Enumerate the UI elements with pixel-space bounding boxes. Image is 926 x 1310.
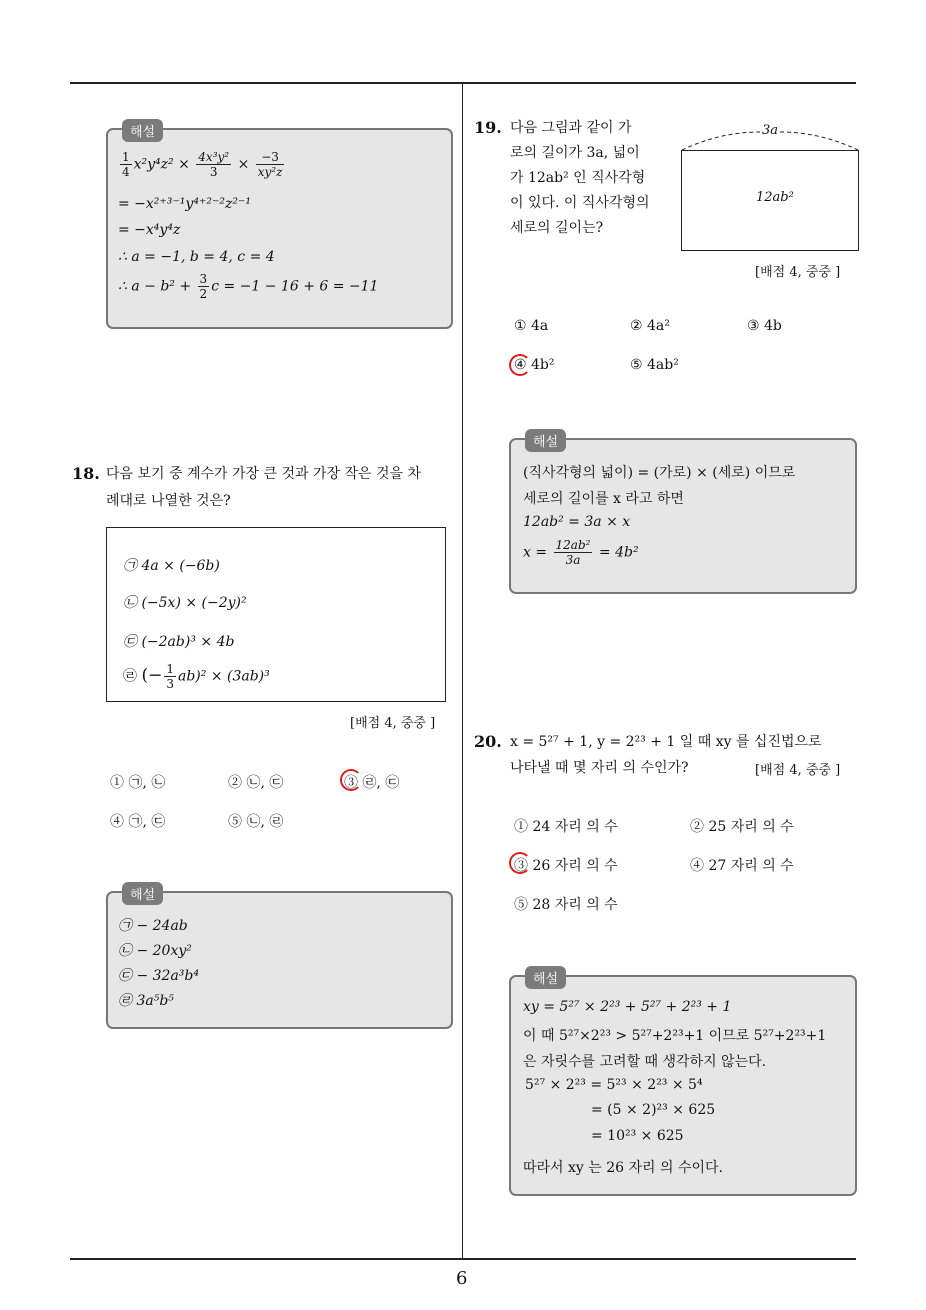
times: ×: [237, 156, 250, 173]
solution-tag: 해설: [122, 119, 163, 142]
example-item-3: ㉢ (−2ab)³ × 4b: [123, 634, 235, 650]
solution-17-line4: ∴ a = −1, b = 4, c = 4: [118, 249, 275, 265]
q18-choice-2[interactable]: ② ㉡, ㉢: [228, 775, 284, 791]
frac-num: 12ab²: [555, 538, 591, 552]
item-marker: ㉣: [123, 668, 142, 685]
q19-answer-mark: [509, 354, 531, 376]
question-18-example-box: [106, 527, 446, 702]
q19-choice-2[interactable]: ② 4a²: [630, 318, 670, 334]
question-19-line1: 다음 그림과 같이 가: [510, 120, 632, 136]
question-20-number: 20.: [474, 732, 502, 751]
solution-20-line1: xy = 5²⁷ × 2²³ + 5²⁷ + 2²³ + 1: [523, 999, 732, 1015]
question-18-text-line1: 다음 보기 중 계수가 가장 큰 것과 가장 작은 것을 차: [106, 466, 421, 482]
example-item-1: ㉠ 4a × (−6b): [123, 558, 220, 574]
question-18-score: [배점 4, 중중 ]: [350, 716, 436, 731]
solution-18-line2: ㉡ − 20xy²: [118, 943, 192, 959]
solution-17-box: [106, 125, 453, 329]
frac-den: 3: [166, 677, 174, 691]
solution-17-line5: [118, 272, 378, 301]
solution-17-line1: [118, 150, 286, 179]
column-divider: [462, 84, 463, 1260]
solution-20-line7: 따라서 xy 는 26 자리 의 수이다.: [523, 1160, 724, 1176]
q20-answer-mark: [509, 852, 531, 874]
term: ∴ a − b² +: [118, 278, 192, 295]
frac-den: 4: [122, 165, 130, 179]
q19-choice-5[interactable]: ⑤ 4ab²: [630, 357, 679, 373]
rectangle-area-label: 12ab²: [756, 190, 794, 205]
solution-18-box: [106, 888, 453, 1029]
frac-num: 4x³y²: [198, 150, 230, 164]
term: = 4b²: [598, 544, 639, 561]
solution-17-line2: = −x²⁺³⁻¹y⁴⁺²⁻²z²⁻¹: [118, 196, 251, 212]
q18-choice-3[interactable]: ③ ㉣, ㉢: [344, 775, 400, 791]
q19-choice-3[interactable]: ③ 4b: [747, 318, 782, 334]
solution-20-line4: 5²⁷ × 2²³ = 5²³ × 2²³ × 5⁴: [525, 1077, 703, 1093]
q20-choice-5[interactable]: ⑤ 28 자리 의 수: [514, 897, 618, 913]
frac-num: 1: [122, 150, 130, 164]
frac-num: −3: [256, 150, 285, 165]
example-item-4: [123, 662, 270, 691]
q18-choice-4[interactable]: ④ ㉠, ㉢: [110, 814, 166, 830]
frac-den: xy²z: [257, 165, 283, 179]
question-18-text-line2: 례대로 나열한 것은?: [106, 493, 231, 509]
question-19-line5: 세로의 길이는?: [510, 220, 604, 236]
question-20-text-line2: 나타낼 때 몇 자리 의 수인가?: [510, 760, 689, 776]
q19-choice-4[interactable]: ④ 4b²: [514, 357, 555, 373]
solution-19-line2: 세로의 길이를 x 라고 하면: [523, 491, 684, 507]
solution-19-line1: (직사각형의 넓이) = (가로) × (세로) 이므로: [523, 465, 796, 481]
question-20-score: [배점 4, 중중 ]: [755, 763, 841, 778]
page-number: 6: [456, 1268, 468, 1289]
solution-20-line2: 이 때 5²⁷×2²³ > 5²⁷+2²³+1 이므로 5²⁷+2²³+1: [523, 1028, 827, 1044]
rectangle-top-label: 3a: [762, 123, 779, 138]
term: x =: [523, 544, 548, 561]
solution-17-line3: = −x⁴y⁴z: [118, 222, 181, 238]
frac-num: 1: [166, 662, 174, 676]
frac-den: 3a: [565, 553, 581, 567]
frac-den: 3: [209, 165, 218, 179]
question-19-score: [배점 4, 중중 ]: [755, 265, 841, 280]
question-19-line3: 가 12ab² 인 직사각형: [510, 170, 646, 186]
question-19-line2: 로의 길이가 3a, 넓이: [510, 145, 640, 161]
solution-tag: 해설: [525, 429, 566, 452]
question-20-text-line1: x = 5²⁷ + 1, y = 2²³ + 1 일 때 xy 를 십진법으로: [510, 734, 822, 750]
solution-18-line4: ㉣ 3a⁵b⁵: [118, 993, 174, 1009]
example-item-2: ㉡ (−5x) × (−2y)²: [123, 595, 247, 611]
q20-choice-3[interactable]: ③ 26 자리 의 수: [514, 858, 618, 874]
frac-den: 2: [199, 287, 208, 301]
question-18-number: 18.: [72, 464, 100, 483]
top-rule: [70, 82, 856, 84]
question-19-line4: 이 있다. 이 직사각형의: [510, 195, 650, 211]
term: × (3ab)³: [210, 668, 270, 685]
solution-20-line5: = (5 × 2)²³ × 625: [591, 1102, 716, 1118]
term: ab)²: [177, 668, 207, 685]
solution-20-box: [509, 972, 857, 1196]
term: x²y⁴z² ×: [133, 156, 190, 173]
solution-tag: 해설: [525, 966, 566, 989]
q20-choice-2[interactable]: ② 25 자리 의 수: [690, 819, 794, 835]
frac-num: 3: [199, 272, 208, 286]
solution-18-line3: ㉢ − 32a³b⁴: [118, 968, 199, 984]
q18-choice-5[interactable]: ⑤ ㉡, ㉣: [228, 814, 284, 830]
question-19-number: 19.: [474, 118, 502, 137]
solution-20-line3: 은 자릿수를 고려할 때 생각하지 않는다.: [523, 1054, 767, 1070]
solution-tag: 해설: [122, 882, 163, 905]
q20-choice-4[interactable]: ④ 27 자리 의 수: [690, 858, 794, 874]
q19-choice-1[interactable]: ① 4a: [514, 318, 549, 334]
solution-18-line1: ㉠ − 24ab: [118, 918, 188, 934]
solution-19-box: [509, 435, 857, 594]
q18-answer-mark: [340, 769, 362, 791]
paren: (−: [141, 665, 163, 686]
solution-19-line4: [523, 538, 639, 567]
q18-choice-1[interactable]: ① ㉠, ㉡: [110, 775, 166, 791]
q20-choice-1[interactable]: ① 24 자리 의 수: [514, 819, 618, 835]
term: c = −1 − 16 + 6 = −11: [211, 278, 379, 295]
solution-20-line6: = 10²³ × 625: [591, 1128, 684, 1144]
solution-19-line3: 12ab² = 3a × x: [523, 514, 631, 530]
bottom-rule: [70, 1258, 856, 1260]
